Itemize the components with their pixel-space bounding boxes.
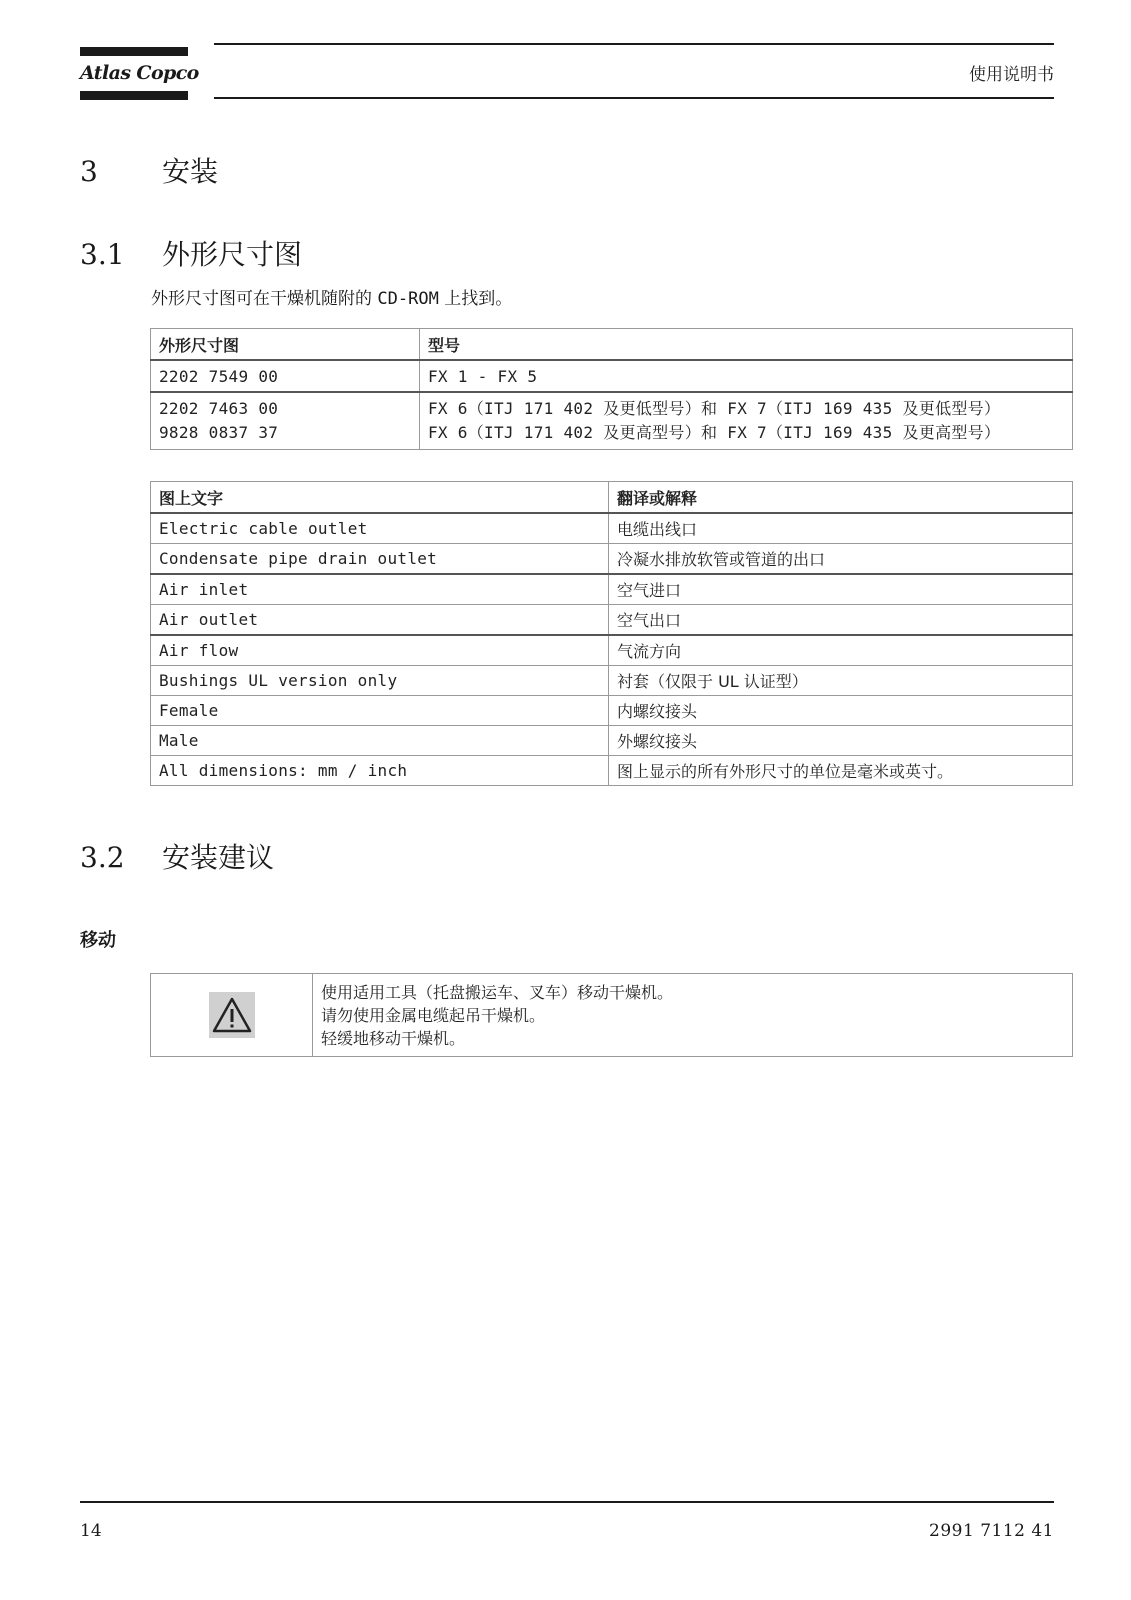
section-3-1-heading — [80, 233, 302, 273]
model-range: FX 6（ITJ 171 402 及更高型号）和 FX 7（ITJ 169 435 及更高型号） — [428, 423, 1001, 442]
column-header-drawing: 外形尺寸图 — [151, 329, 420, 361]
warning-line: 请勿使用金属电缆起吊干燥机。 — [321, 1005, 546, 1025]
atlas-copco-logo — [80, 47, 199, 100]
drawing-text: Air flow — [151, 635, 609, 666]
drawing-legend-table — [150, 481, 1073, 786]
drawing-text: Female — [151, 696, 609, 726]
drawing-text: Air inlet — [151, 574, 609, 605]
translation: 冷凝水排放软管或管道的出口 — [609, 544, 1073, 575]
model-range: FX 1 - FX 5 — [420, 360, 1073, 392]
header-title: 使用说明书 — [969, 65, 1054, 85]
paragraph-cdrom: CD-ROM — [377, 289, 439, 309]
drawing-numbers — [151, 392, 420, 450]
section-number: 3.2 — [80, 841, 125, 874]
drawing-text: Air outlet — [151, 605, 609, 636]
warning-text — [313, 974, 1073, 1057]
translation: 图上显示的所有外形尺寸的单位是毫米或英寸。 — [609, 756, 1073, 786]
header-rule-bottom — [214, 97, 1054, 99]
page-number: 14 — [80, 1521, 102, 1541]
table-row — [151, 666, 1073, 696]
table-row — [151, 360, 1073, 392]
section-title: 外形尺寸图 — [162, 238, 303, 271]
logo-wordmark: Atlas Copco — [80, 62, 199, 84]
translation: 外螺纹接头 — [609, 726, 1073, 756]
document-number: 2991 7112 41 — [929, 1521, 1054, 1541]
model-range: FX 6（ITJ 171 402 及更低型号）和 FX 7（ITJ 169 435 及更低型号） — [428, 399, 1001, 418]
section-3-heading — [80, 150, 218, 190]
table-row — [151, 513, 1073, 544]
table-row — [151, 756, 1073, 786]
logo-bar-bottom — [80, 91, 188, 100]
drawing-number: 2202 7549 00 — [151, 360, 420, 392]
drawing-number: 2202 7463 00 — [159, 399, 279, 418]
translation: 衬套（仅限于 UL 认证型） — [609, 666, 1073, 696]
section-number: 3.1 — [80, 238, 125, 271]
drawing-text: Electric cable outlet — [151, 513, 609, 544]
moving-warning-table — [150, 973, 1073, 1057]
translation: 气流方向 — [609, 635, 1073, 666]
table-row — [151, 574, 1073, 605]
translation: 空气出口 — [609, 605, 1073, 636]
table-row — [151, 726, 1073, 756]
column-header-drawing-text: 图上文字 — [151, 482, 609, 514]
drawing-number: 9828 0837 37 — [159, 423, 279, 442]
drawing-text: Bushings UL version only — [151, 666, 609, 696]
warning-icon — [209, 992, 255, 1038]
table-row — [151, 696, 1073, 726]
paragraph-text: 外形尺寸图可在干燥机随附的 — [151, 289, 378, 309]
translation: 空气进口 — [609, 574, 1073, 605]
table-row — [151, 392, 1073, 450]
paragraph-text-end: 上找到。 — [438, 289, 513, 309]
section-number: 3 — [80, 155, 98, 188]
column-header-model: 型号 — [420, 329, 1073, 361]
translation: 电缆出线口 — [609, 513, 1073, 544]
column-header-translation: 翻译或解释 — [609, 482, 1073, 514]
drawing-text: Condensate pipe drain outlet — [151, 544, 609, 575]
table-header-row — [151, 329, 1073, 361]
header-rule-top — [214, 43, 1054, 45]
table-row — [151, 635, 1073, 666]
model-ranges — [420, 392, 1073, 450]
section-3-1-paragraph — [151, 284, 512, 309]
footer-rule — [80, 1501, 1054, 1503]
warning-line: 使用适用工具（托盘搬运车、叉车）移动干燥机。 — [321, 982, 674, 1002]
warning-row — [151, 974, 1073, 1057]
moving-subheading: 移动 — [80, 930, 116, 951]
translation: 内螺纹接头 — [609, 696, 1073, 726]
table-row — [151, 544, 1073, 575]
drawing-text: All dimensions: mm / inch — [151, 756, 609, 786]
dimension-drawing-table — [150, 328, 1073, 450]
section-title: 安装建议 — [162, 841, 275, 874]
table-header-row — [151, 482, 1073, 514]
drawing-text: Male — [151, 726, 609, 756]
section-title: 安装 — [162, 155, 219, 188]
section-3-2-heading — [80, 836, 274, 876]
warning-line: 轻缓地移动干燥机。 — [321, 1028, 466, 1048]
warning-icon-cell — [151, 974, 313, 1057]
table-row — [151, 605, 1073, 636]
logo-bar-top — [80, 47, 188, 56]
